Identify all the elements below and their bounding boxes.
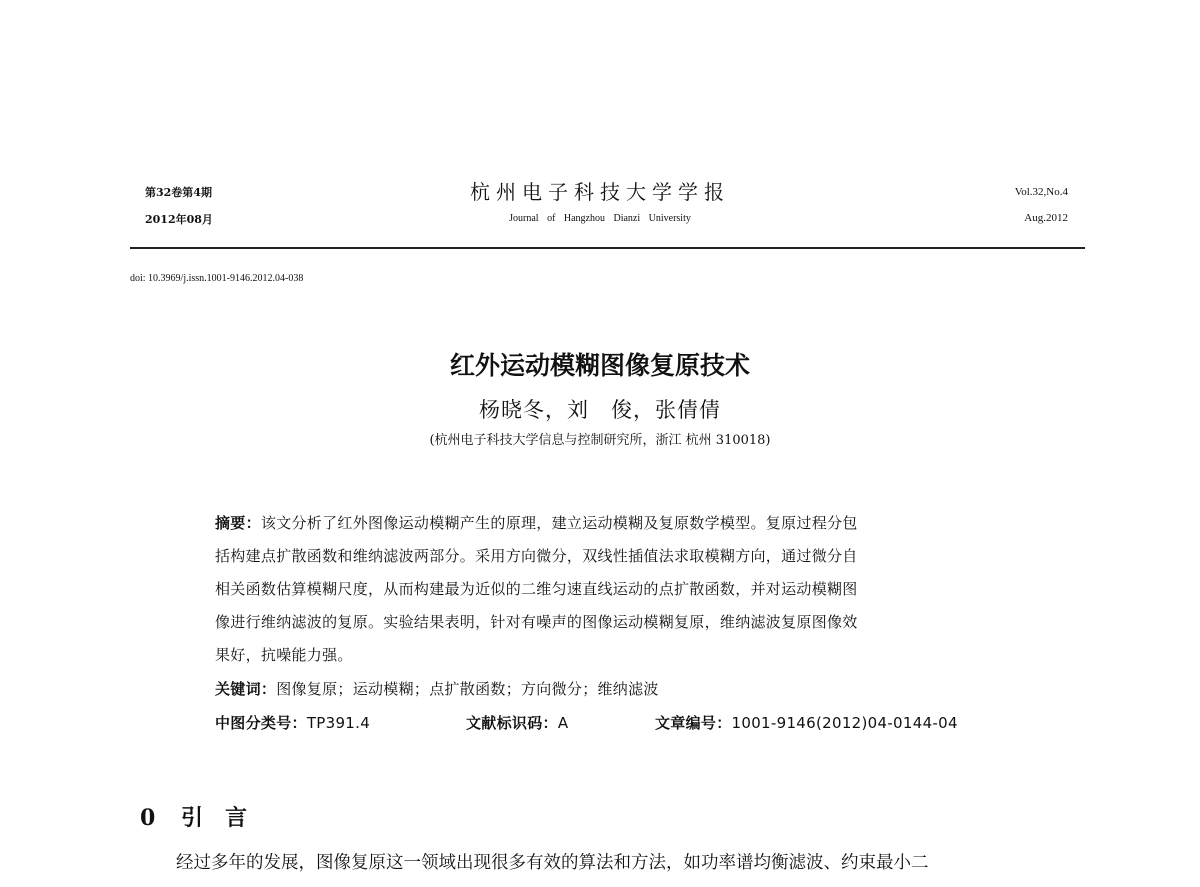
affiliation: (杭州电子科技大学信息与控制研究所，浙江 杭州 310018) xyxy=(429,433,771,448)
section-number: 0 xyxy=(140,805,156,831)
section-title: 引 言 xyxy=(180,806,247,831)
date-cn: 2012年08月 xyxy=(145,213,213,226)
abstract-line: 括构建点扩散函数和维纳滤波两部分。采用方向微分，双线性插值法求取模糊方向，通过微分自 xyxy=(215,547,858,565)
classification-doc: 文献标识码：A xyxy=(466,714,569,732)
abstract-line: 摘要：该文分析了红外图像运动模糊产生的原理，建立运动模糊及复原数学模型。复原过程分包 xyxy=(215,514,858,532)
keywords-label: 关键词： xyxy=(215,680,277,698)
body-text: 经过多年的发展，图像复原这一领域出现很多有效的算法和方法，如功率谱均衡滤波、约束最小二 xyxy=(176,853,929,873)
header-rule xyxy=(130,247,1085,249)
abstract-line: 果好，抗噪能力强。 xyxy=(215,646,353,664)
paper-title: 红外运动模糊图像复原技术 xyxy=(449,351,750,380)
keywords: 关键词：图像复原；运动模糊；点扩散函数；方向微分；维纳滤波 xyxy=(215,680,659,698)
abstract-label: 摘要： xyxy=(215,514,261,532)
date-en: Aug.2012 xyxy=(1024,212,1068,224)
abstract-line: 像进行维纳滤波的复原。实验结果表明，针对有噪声的图像运动模糊复原，维纳滤波复原图像效 xyxy=(215,613,858,631)
section-heading xyxy=(140,801,247,832)
authors: 杨晓冬，刘 俊，张倩倩 xyxy=(479,398,721,422)
doi: doi: 10.3969/j.issn.1001-9146.2012.04-038 xyxy=(130,273,304,284)
classification-clc: 中图分类号：TP391.4 xyxy=(215,714,371,732)
journal-title-en: Journal of Hangzhou Dianzi University xyxy=(509,213,691,224)
volume-cn: 第32卷第4期 xyxy=(145,186,212,199)
abstract-line: 相关函数估算模糊尺度，从而构建最为近似的二维匀速直线运动的点扩散函数，并对运动模糊图 xyxy=(215,580,858,598)
journal-title-cn: 杭州电子科技大学学报 xyxy=(470,180,730,204)
classification-article: 文章编号：1001-9146(2012)04-0144-04 xyxy=(655,714,958,732)
volume-en: Vol.32,No.4 xyxy=(1014,186,1068,198)
